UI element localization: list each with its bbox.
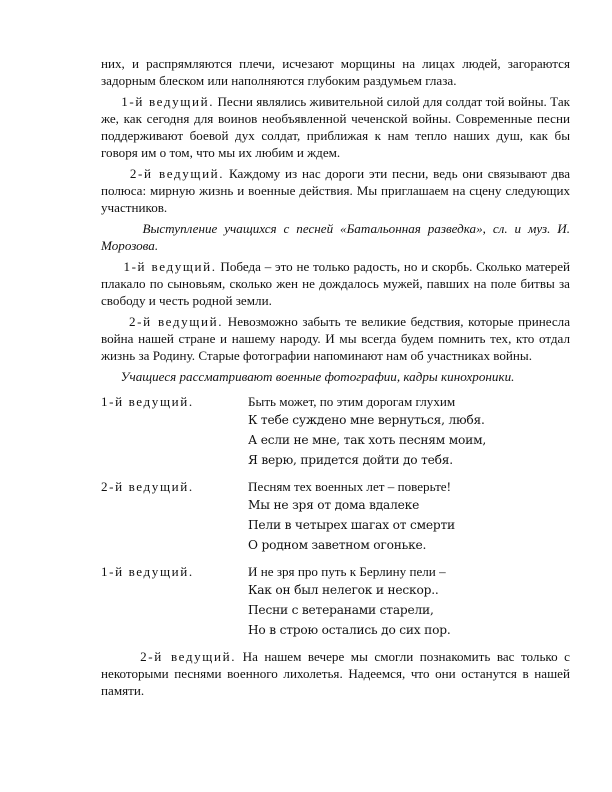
verse-line: А если не мне, так хоть песням моим, <box>248 433 487 447</box>
verse-line: Но в строю остались до сих пор. <box>248 623 451 637</box>
stage-direction-photos <box>101 368 570 385</box>
paragraph-host2-memory <box>101 313 570 364</box>
paragraph-host2-dear <box>101 165 570 216</box>
verse-speaker: 2-й ведущий. <box>101 479 194 494</box>
stage-direction-song <box>101 220 570 254</box>
verse-line: Я верю, придется дойти до тебя. <box>248 453 453 467</box>
verse-line: Пели в четырех шагах от смерти <box>248 518 455 532</box>
stage-direction-text: Выступление учащихся с песней «Батальонная разведка», сл. и муз. И. Морозова. <box>101 221 571 253</box>
verse-lines <box>248 563 570 640</box>
verse-block <box>101 393 570 470</box>
paragraph-text: На нашем вечере мы смогли познакомить вас только с некоторыми песнями военного лихолетья. Надеемся, что они останутся в нашей памяти. <box>101 649 570 698</box>
paragraph-host1-songs <box>101 93 570 161</box>
paragraph-closing <box>101 648 570 699</box>
verse-block <box>101 563 570 640</box>
speaker-label: 1-й ведущий. <box>121 94 215 109</box>
paragraph-text: Невозможно забыть те великие бедствия, которые принесла война нашей стране и нашему народу. И мы всегда будем помнить тех, кто отдал жизнь за Родину. Старые фотографии напоминают нам об участниках войны. <box>101 314 571 363</box>
paragraph-text: Песни являлись живительной силой для солдат той войны. Так же, как сегодня для воинов необъявленной чеченской войны. Современные песни поддерживают боевой дух солдат, приближая к нам тепло наших душ, как бы говоря им о том, что мы их любим и ждем. <box>101 94 571 160</box>
verse-line: Быть может, по этим дорогам глухим <box>248 394 456 409</box>
verse-speaker: 1-й ведущий. <box>101 564 194 579</box>
paragraph-text: Победа – это не только радость, но и скорбь. Сколько матерей плакало по сыновьям, сколько жен не дождалось мужей, павших на поле битвы за свободу и честь родной земли. <box>101 259 571 308</box>
speaker-label: 2-й ведущий. <box>128 314 224 329</box>
verse-line: Как он был нелегок и нескор.. <box>248 583 439 597</box>
verse-speaker: 1-й ведущий. <box>101 394 194 409</box>
document-body <box>101 55 570 703</box>
verse-line: О родном заветном огоньке. <box>248 538 427 552</box>
verse-lines <box>248 478 570 555</box>
verse-line: Песням тех военных лет – поверьте! <box>248 479 451 494</box>
speaker-label: 1-й ведущий. <box>123 259 217 274</box>
paragraph-host1-victory <box>101 258 570 309</box>
stage-direction-text: Учащиеся рассматривают военные фотографии, кадры кинохроники. <box>120 369 515 384</box>
verse-block <box>101 478 570 555</box>
verse-line: И не зря про путь к Берлину пели – <box>248 564 446 579</box>
verse-lines <box>248 393 570 470</box>
verse-line: К тебе суждено мне вернуться, любя. <box>248 413 485 427</box>
paragraph-text: Каждому из нас дороги эти песни, ведь они связывают два полюса: мирную жизнь и военные действия. Мы приглашаем на сцену следующих участников. <box>101 166 571 215</box>
verse-line: Песни с ветеранами старели, <box>248 603 434 617</box>
paragraph-continuation: них, и распрямляются плечи, исчезают морщины на лицах людей, загораются задорным блеском или наполняются глубоким раздумьем глаза. <box>101 56 570 88</box>
verse-line: Мы не зря от дома вдалеке <box>248 498 420 512</box>
speaker-label: 2-й ведущий. <box>129 166 225 181</box>
speaker-label: 2-й ведущий. <box>140 649 237 664</box>
